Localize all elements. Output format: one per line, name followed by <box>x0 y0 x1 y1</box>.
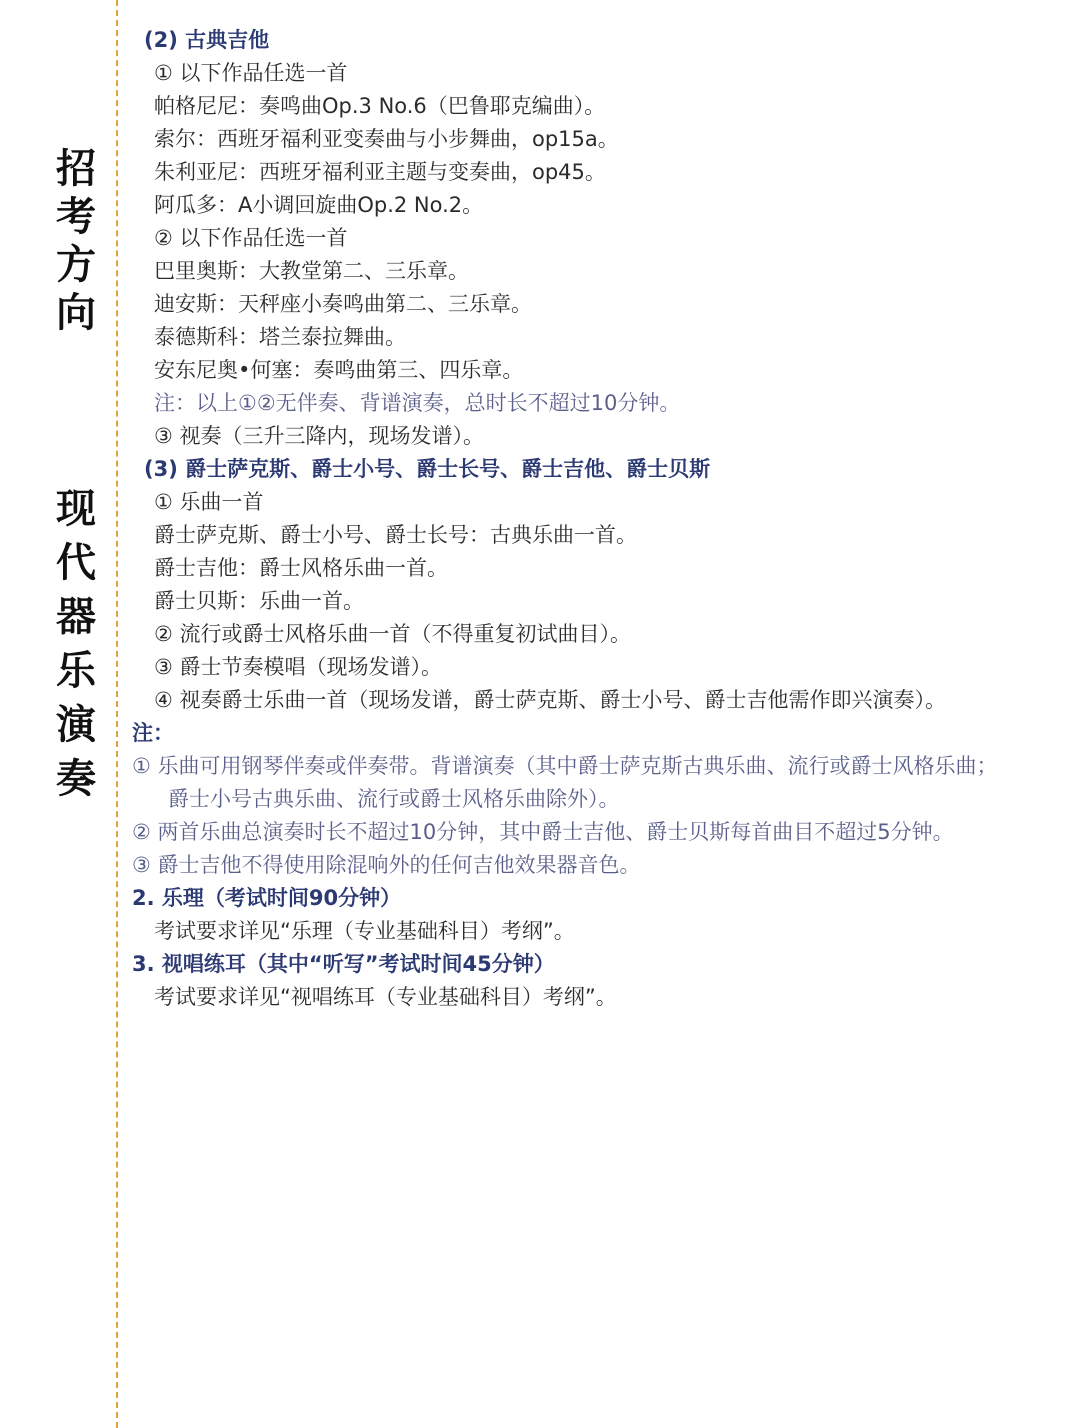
list-item: ③ 视奏（三升三降内，现场发谱）。 <box>154 424 485 448</box>
sidebar-char: 方 <box>56 242 96 288</box>
sidebar-char: 现 <box>56 486 96 532</box>
note-text: ③ 爵士吉他不得使用除混响外的任何吉他效果器音色。 <box>132 853 641 877</box>
list-item: 帕格尼尼：奏鸣曲Op.3 No.6（巴鲁耶克编曲）。 <box>154 94 606 118</box>
list-item: 考试要求详见“乐理（专业基础科目）考纲”。 <box>154 919 575 943</box>
note-heading: 注： <box>132 721 174 745</box>
list-item: 巴里奥斯：大教堂第二、三乐章。 <box>154 259 469 283</box>
sidebar-char: 奏 <box>56 756 96 802</box>
sidebar-title-top <box>52 145 100 337</box>
sidebar-char: 考 <box>56 194 96 240</box>
list-item: 朱利亚尼：西班牙福利亚主题与变奏曲，op45。 <box>154 160 606 184</box>
list-item: 爵士贝斯：乐曲一首。 <box>154 589 364 613</box>
list-item: ② 流行或爵士风格乐曲一首（不得重复初试曲目）。 <box>154 622 631 646</box>
list-item: 索尔：西班牙福利亚变奏曲与小步舞曲，op15a。 <box>154 127 619 151</box>
sidebar-char: 演 <box>56 702 96 748</box>
sidebar-char: 向 <box>56 290 96 336</box>
list-item: 泰德斯科：塔兰泰拉舞曲。 <box>154 325 406 349</box>
section-heading: 2. 乐理（考试时间90分钟） <box>132 886 402 910</box>
sidebar-char: 乐 <box>56 648 96 694</box>
note-text: 注：以上①②无伴奏、背谱演奏，总时长不超过10分钟。 <box>154 391 681 415</box>
dashed-divider <box>116 0 118 1428</box>
list-item: ① 乐曲一首 <box>154 490 264 514</box>
note-text: 爵士小号古典乐曲、流行或爵士风格乐曲除外）。 <box>168 787 620 811</box>
sidebar-char: 器 <box>56 594 96 640</box>
note-text: ② 两首乐曲总演奏时长不超过10分钟，其中爵士吉他、爵士贝斯每首曲目不超过5分钟。 <box>132 820 954 844</box>
list-item: 爵士萨克斯、爵士小号、爵士长号：古典乐曲一首。 <box>154 523 637 547</box>
list-item: 迪安斯：天秤座小奏鸣曲第二、三乐章。 <box>154 292 532 316</box>
section-heading: (2) 古典吉他 <box>144 28 270 52</box>
list-item: 安东尼奥•何塞：奏鸣曲第三、四乐章。 <box>154 358 524 382</box>
list-item: ③ 爵士节奏模唱（现场发谱）。 <box>154 655 443 679</box>
list-item: ④ 视奏爵士乐曲一首（现场发谱，爵士萨克斯、爵士小号、爵士吉他需作即兴演奏）。 <box>154 688 946 712</box>
list-item: 阿瓜多：A小调回旋曲Op.2 No.2。 <box>154 193 484 217</box>
section-heading: 3. 视唱练耳（其中“听写”考试时间45分钟） <box>132 952 555 976</box>
list-item: 爵士吉他：爵士风格乐曲一首。 <box>154 556 448 580</box>
list-item: 考试要求详见“视唱练耳（专业基础科目）考纲”。 <box>154 985 617 1009</box>
sidebar-title-bottom <box>52 482 100 806</box>
note-text: ① 乐曲可用钢琴伴奏或伴奏带。背谱演奏（其中爵士萨克斯古典乐曲、流行或爵士风格乐曲； <box>132 754 998 778</box>
list-item: ② 以下作品任选一首 <box>154 226 348 250</box>
sidebar-char: 代 <box>56 540 96 586</box>
list-item: ① 以下作品任选一首 <box>154 61 348 85</box>
sidebar-char: 招 <box>56 146 96 192</box>
section-heading: (3) 爵士萨克斯、爵士小号、爵士长号、爵士吉他、爵士贝斯 <box>144 457 711 481</box>
